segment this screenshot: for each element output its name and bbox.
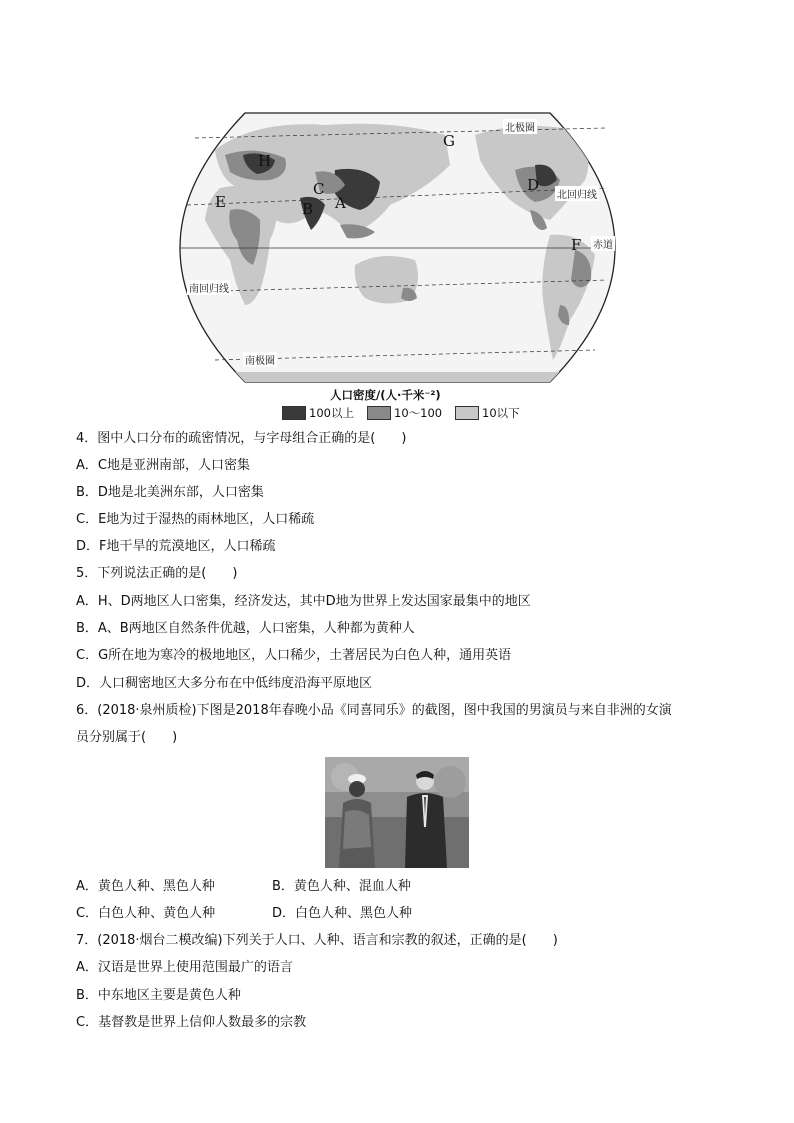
map-letter-a: A: [335, 194, 346, 212]
legend-label-sparse: 10以下: [482, 406, 520, 420]
population-density-map: [175, 110, 620, 390]
world-map-svg: [175, 110, 620, 390]
q4-option-a: A．C地是亚洲南部，人口密集: [76, 458, 250, 473]
legend-label-dense: 100以上: [309, 406, 354, 420]
q4-option-c: C．E地为过于湿热的雨林地区，人口稀疏: [76, 512, 315, 527]
legend-swatch-medium: [367, 406, 391, 420]
map-letter-c: C: [313, 180, 325, 198]
q6-stem-line2: 员分别属于( ): [76, 730, 178, 745]
tropic-capricorn-label: 南回归线: [187, 280, 231, 295]
q7-option-c: C．基督教是世界上信仰人数最多的宗教: [76, 1015, 307, 1030]
q5-option-a: A．H、D两地区人口密集，经济发达，其中D地为世界上发达国家最集中的地区: [76, 594, 531, 609]
map-letter-f: F: [571, 236, 582, 254]
q4-option-b: B．D地是北美洲东部，人口密集: [76, 485, 264, 500]
tropic-cancer-label: 北回归线: [555, 186, 599, 201]
q7-stem: 7．(2018·烟台二模改编)下列关于人口、人种、语言和宗教的叙述，正确的是( ): [76, 933, 558, 948]
q5-option-c: C．G所在地为寒冷的极地地区，人口稀少，土著居民为白色人种，通用英语: [76, 648, 512, 663]
legend-item-medium: [367, 405, 442, 421]
q6-option-a: A．黄色人种、黑色人种: [76, 879, 215, 894]
legend-item-sparse: [455, 405, 520, 421]
skit-screenshot-photo: [325, 757, 469, 868]
legend-title: 人口密度/(人·千米⁻²): [330, 388, 441, 402]
map-letter-g: G: [443, 132, 455, 150]
legend-swatch-dense: [282, 406, 306, 420]
photo-svg: [325, 757, 469, 868]
q6-option-d: D．白色人种、黑色人种: [272, 906, 413, 921]
equator-label: 赤道: [591, 236, 615, 251]
q7-option-b: B．中东地区主要是黄色人种: [76, 988, 241, 1003]
q5-option-d: D．人口稠密地区大多分布在中低纬度沿海平原地区: [76, 676, 373, 691]
legend-item-dense: [282, 405, 354, 421]
legend-label-medium: 10～100: [394, 406, 443, 420]
q5-option-b: B．A、B两地区自然条件优越，人口密集，人种都为黄种人: [76, 621, 415, 636]
map-letter-h: H: [258, 152, 272, 170]
map-letter-b: B: [302, 200, 314, 218]
legend-swatch-sparse: [455, 406, 479, 420]
q5-stem: 5．下列说法正确的是( ): [76, 566, 238, 581]
q6-stem-line1: 6．(2018·泉州质检)下图是2018年春晚小品《同喜同乐》的截图，图中我国的男演员与来自非洲的女演: [76, 703, 672, 718]
q7-option-a: A．汉语是世界上使用范围最广的语言: [76, 960, 293, 975]
map-letter-d: D: [527, 176, 540, 194]
q6-option-c: C．白色人种、黄色人种: [76, 906, 216, 921]
arctic-circle-label: 北极圈: [503, 119, 537, 134]
antarctic-circle-label: 南极圈: [243, 352, 277, 367]
q6-option-b: B．黄色人种、混血人种: [272, 879, 411, 894]
q4-option-d: D．F地干旱的荒漠地区，人口稀疏: [76, 539, 276, 554]
map-letter-e: E: [215, 193, 226, 211]
q4-stem: 4．图中人口分布的疏密情况，与字母组合正确的是( ): [76, 431, 407, 446]
